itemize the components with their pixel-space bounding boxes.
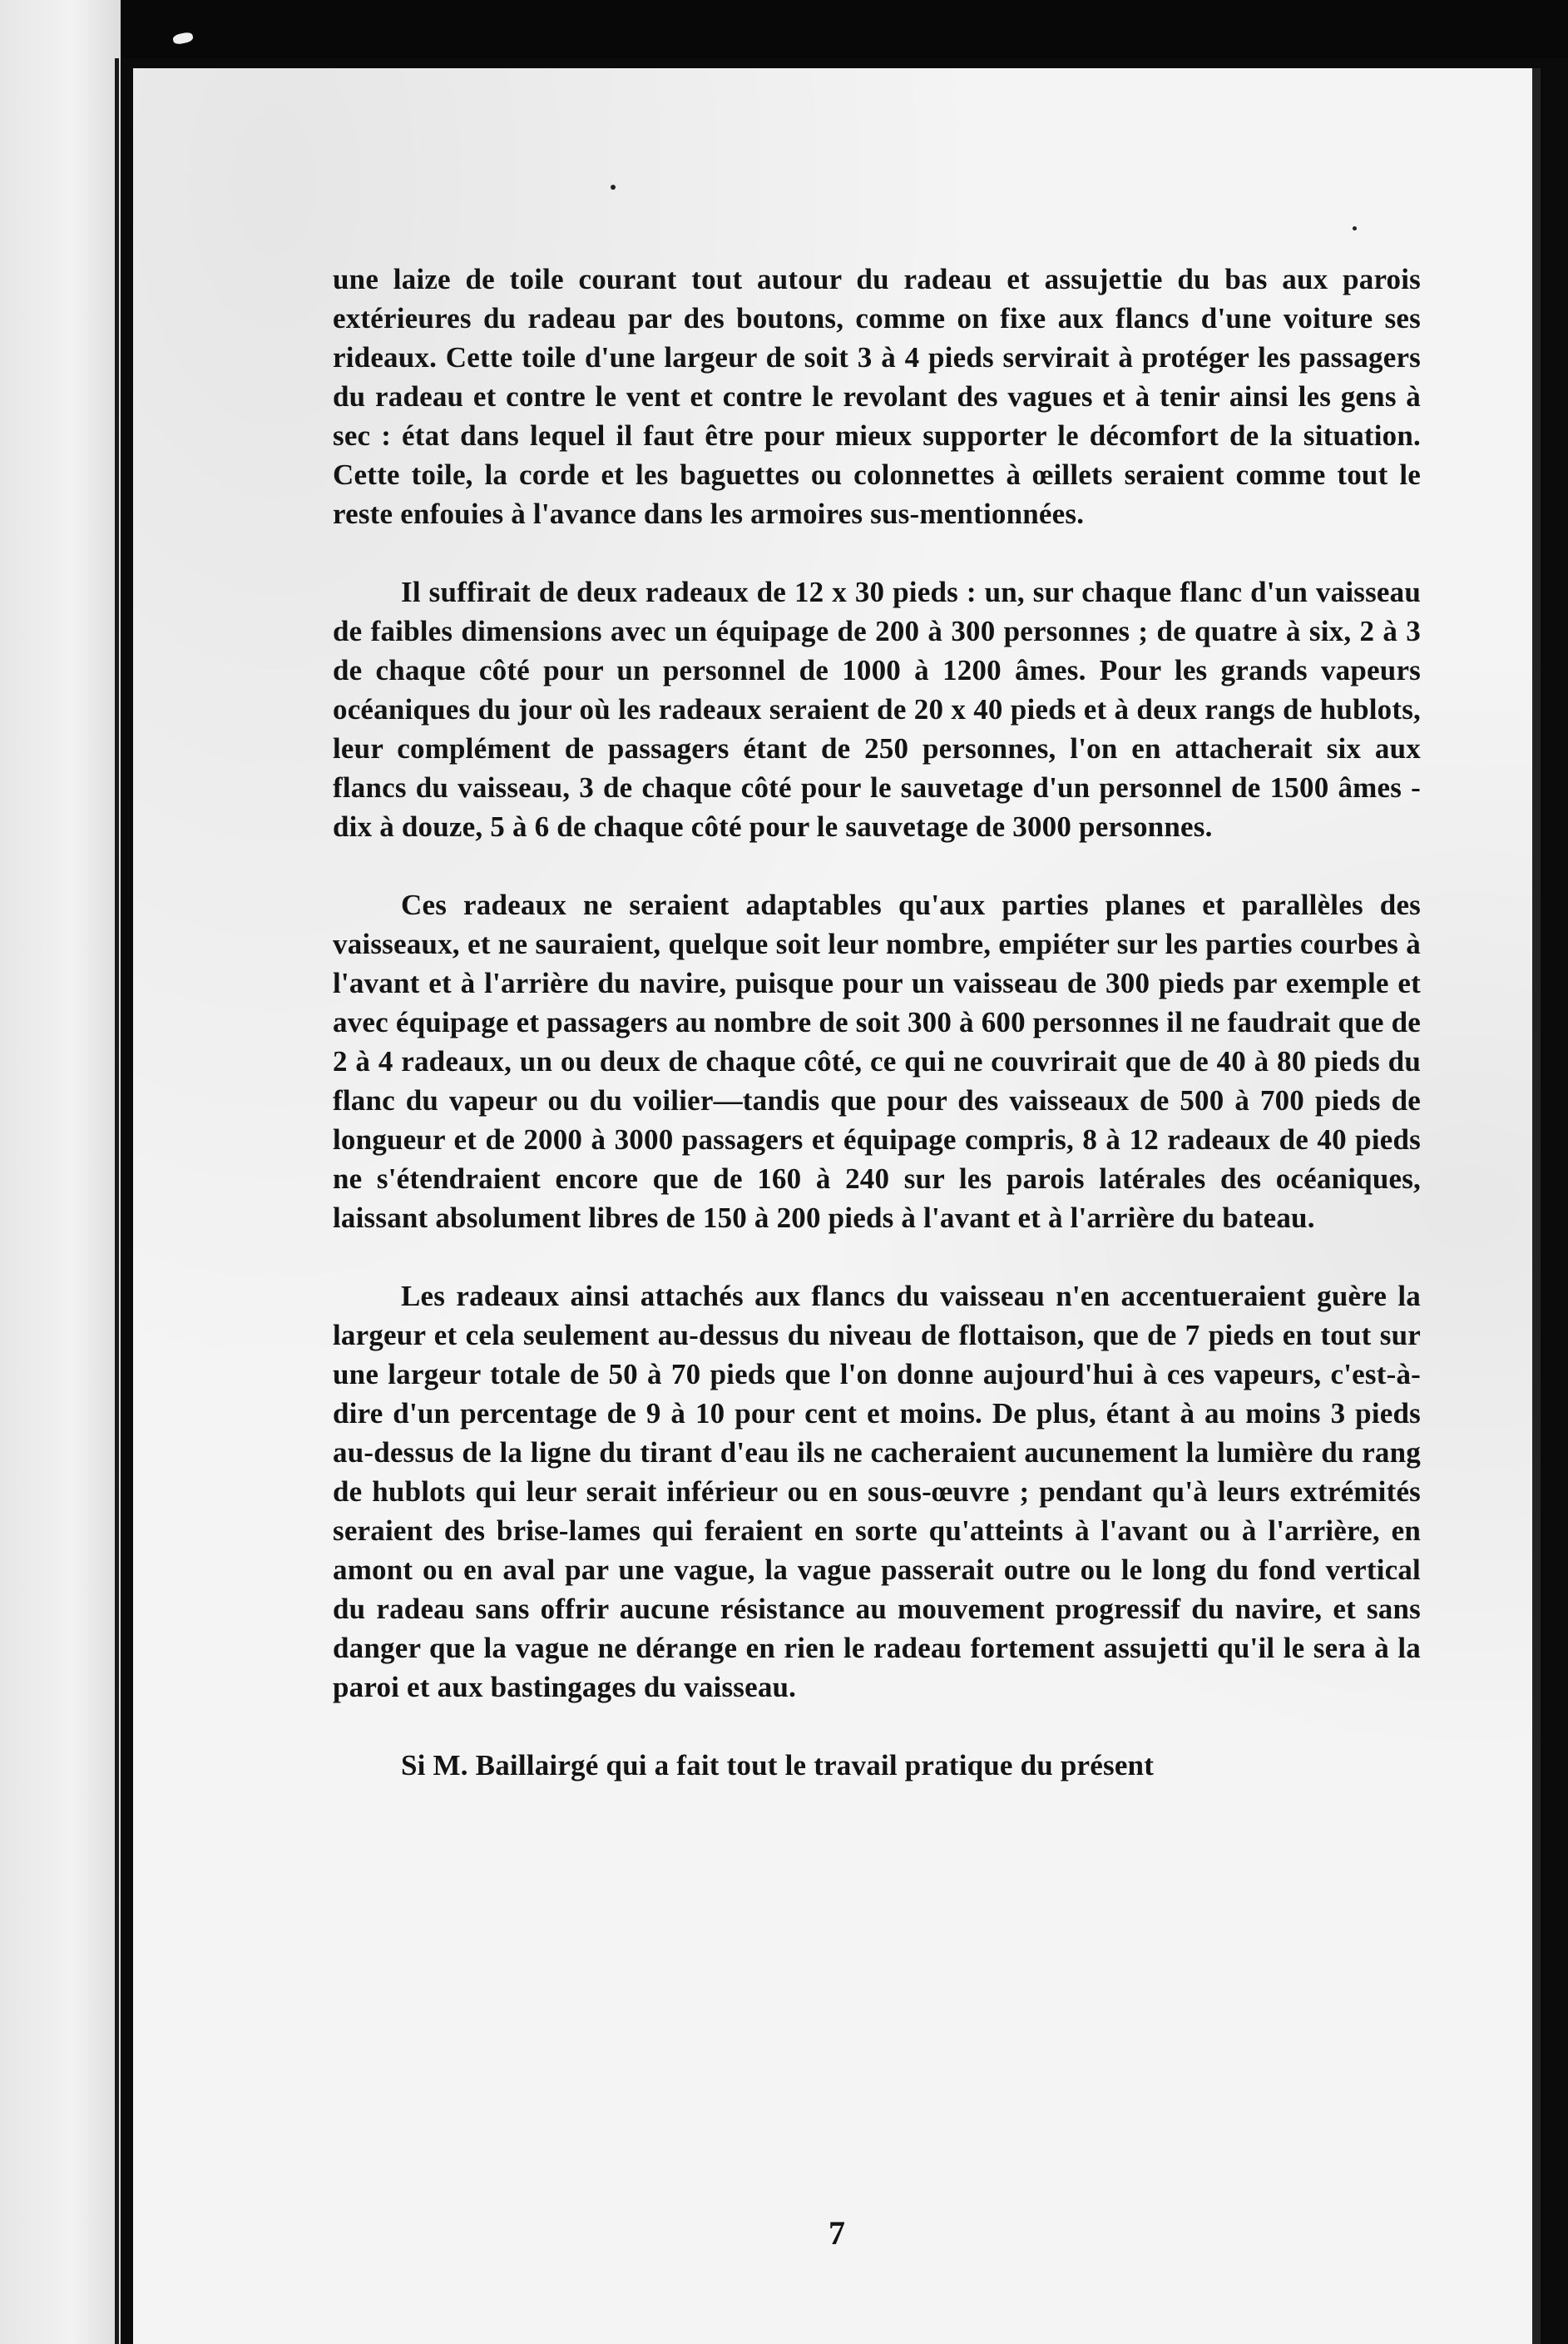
paragraph-5: Si M. Baillairgé qui a fait tout le travail pratique du présent [401,1749,1155,1782]
paragraph-1: une laize de toile courant tout autour du radeau et assujettie du bas aux parois extérieures du radeau par des boutons, comme on fixe aux flancs d'une voiture ses rideaux. Cette toile d'une largeur de soit 3 à 4 pieds servirait à protéger les passagers du radeau et contre le vent et contre le revolant des vagues et à tenir ainsi les gens à sec : état dans lequel il faut être pour mieux supporter le décomfort de la situation. Cette toile, la corde et les baguettes ou colonnettes à œillets seraient comme tout le reste enfouies à l'avance dans les armoires sus-mentionnées. [333,263,1421,530]
scan-left-rule [115,58,119,2344]
ink-speck [611,185,616,190]
paragraph-3: Ces radeaux ne seraient adaptables qu'aux parties planes et parallèles des vaisseaux, et ne sauraient, quelque soit leur nombre, empiéter sur les parties courbes à l'avant et à l'arrière du navire, puisque pour un vaisseau de 300 pieds par exemple et avec équipage et passagers au nombre de soit 300 à 600 personnes il ne faudrait que de 2 à 4 radeaux, un ou deux de chaque côté, ce qui ne couvrirait que de 40 à 80 pieds du flanc du vapeur ou du voilier—tandis que pour des vaisseaux de 500 à 700 pieds de longueur et de 2000 à 3000 passagers et équipage compris, 8 à 12 radeaux de 40 pieds ne s'étendraient encore que de 160 à 240 sur les parois latérales des océaniques, laissant absolument libres de 150 à 200 pieds à l'avant et à l'arrière du bateau. [333,889,1421,1234]
scan-left-margin [0,0,121,2344]
page-number: 7 [829,2214,845,2252]
paragraph-4: Les radeaux ainsi attachés aux flancs du vaisseau n'en accentueraient guère la largeur et cela seulement au-dessus du niveau de flottaison, que de 7 pieds en tout sur une largeur totale de 50 à 70 pieds que l'on donne aujourd'hui à ces vapeurs, c'est-à-dire d'un percentage de 9 à 10 pour cent et moins. De plus, étant à au moins 3 pieds au-dessus de la ligne du tirant d'eau ils ne cacheraient aucunement la lumière du rang de hublots qui leur serait inférieur ou en sous-œuvre ; pendant qu'à leurs extrémités seraient des brise-lames qui feraient en sorte qu'atteints à l'avant ou à l'arrière, en amont ou en aval par une vague, la vague passerait outre ou le long du fond vertical du radeau sans offrir aucune résistance au mouvement progressif du navire, et sans danger que la vague ne dérange en rien le radeau fortement assujetti qu'il le sera à la paroi et aux bastingages du vaisseau. [333,1280,1421,1703]
ink-speck [1353,226,1357,230]
scan-top-border [0,0,1568,58]
page-right-edge [1532,68,1541,2344]
body-text [333,260,1421,1785]
paragraph-2: Il suffirait de deux radeaux de 12 x 30 pieds : un, sur chaque flanc d'un vaisseau de faibles dimensions avec un équipage de 200 à 300 personnes ; de quatre à six, 2 à 3 de chaque côté pour un personnel de 1000 à 1200 âmes. Pour les grands vapeurs océaniques du jour où les radeaux seraient de 20 x 40 pieds et à deux rangs de hublots, leur complément de passagers étant de 250 personnes, l'on en attacherait six aux flancs du vaisseau, 3 de chaque côté pour le sauvetage d'un personnel de 1500 âmes -dix à douze, 5 à 6 de chaque côté pour le sauvetage de 3000 personnes. [333,576,1421,843]
document-page [133,68,1541,2344]
